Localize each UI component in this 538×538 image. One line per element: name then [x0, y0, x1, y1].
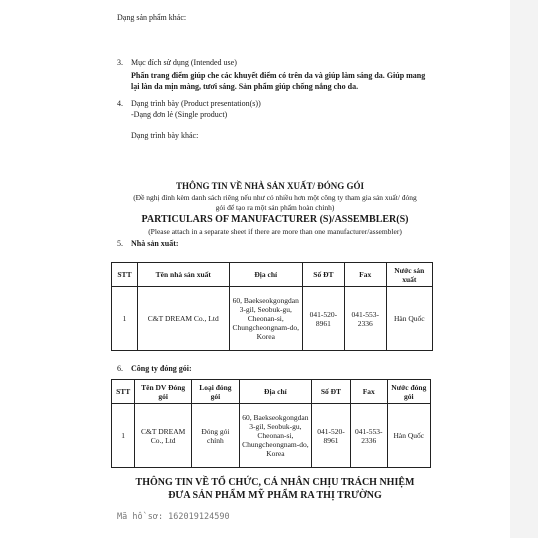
manufacturer-note-en: (Please attach in a separate sheet if there are more than one manufacturer/assembler): [148, 227, 402, 236]
manufacturer-title-vi: THÔNG TIN VỀ NHÀ SẢN XUẤT/ ĐÓNG GÓI: [176, 181, 364, 191]
header-address: Địa chỉ: [239, 380, 311, 404]
header-phone: Số ĐT: [312, 380, 351, 404]
item3-text-line2: lại làn da mịn màng, tươi sáng. Sản phẩm giúp chống nắng cho da.: [131, 82, 359, 91]
cell-stt: 1: [112, 287, 138, 351]
cell-country: Hàn Quốc: [387, 404, 430, 468]
cell-country: Hàn Quốc: [386, 287, 432, 351]
header-stt: STT: [112, 263, 138, 287]
header-phone: Số ĐT: [302, 263, 344, 287]
item3-text-line1: Phấn trang điểm giúp che các khuyết điểm có trên da và giúp làm sáng da. Giúp mang: [131, 71, 426, 80]
manufacturer-table: [111, 262, 433, 351]
cell-fax: 041-553-2336: [344, 287, 386, 351]
header-fax: Fax: [344, 263, 386, 287]
manufacturer-note-vi-1: (Đề nghị đính kèm danh sách riêng nếu như có nhiều hơn một công ty tham gia sản xuất/ đóng: [133, 193, 417, 202]
item4-value: -Dạng đơn lẻ (Single product): [131, 110, 228, 119]
cell-packager-name: C&T DREAM Co., Ltd: [135, 404, 192, 468]
manufacturer-note-vi-2: gói để tạo ra một sản phẩm hoàn chỉnh): [215, 203, 335, 212]
item4-number: 4.: [117, 99, 123, 108]
item3-label: Mục đích sử dụng (Intended use): [131, 58, 237, 67]
item3-number: 3.: [117, 58, 123, 67]
packager-table: [111, 379, 431, 468]
header-packaging-type: Loại đóng gói: [192, 380, 240, 404]
header-packager-name: Tên DV Đóng gói: [135, 380, 192, 404]
responsible-title-line2: ĐƯA SẢN PHẨM MỸ PHẨM RA THỊ TRƯỜNG: [168, 490, 382, 501]
responsible-title-line1: THÔNG TIN VỀ TỔ CHỨC, CÁ NHÂN CHỊU TRÁCH NHIỆM: [135, 477, 415, 488]
item4-label: Dạng trình bày (Product presentation(s)): [131, 99, 261, 108]
cell-fax: 041-553-2336: [350, 404, 387, 468]
cell-manufacturer-name: C&T DREAM Co., Ltd: [137, 287, 229, 351]
header-country: Nước đóng gói: [387, 380, 430, 404]
other-product-label: Dạng sản phẩm khác:: [117, 13, 187, 22]
cell-stt: 1: [112, 404, 135, 468]
cell-address: 60, Baekseokgongdan 3-gil, Seobuk-gu, Cheonan-si, Chungcheongnam-do, Korea: [229, 287, 302, 351]
item5-number: 5.: [117, 239, 123, 248]
item6-number: 6.: [117, 364, 123, 373]
header-address: Địa chỉ: [229, 263, 302, 287]
cell-address: 60, Baekseokgongdan 3-gil, Seobuk-gu, Cheonan-si, Chungcheongnam-do, Korea: [239, 404, 311, 468]
header-fax: Fax: [350, 380, 387, 404]
cell-packaging-type: Đóng gói chính: [192, 404, 240, 468]
item5-label: Nhà sản xuất:: [131, 239, 179, 248]
cell-phone: 041-520-8961: [312, 404, 351, 468]
header-country: Nước sản xuất: [386, 263, 432, 287]
file-code: Mã hồ sơ: 162019124590: [117, 512, 230, 522]
header-stt: STT: [112, 380, 135, 404]
table-row: [112, 404, 431, 468]
item6-label: Công ty đóng gói:: [131, 364, 192, 373]
other-presentation-label: Dạng trình bày khác:: [131, 131, 199, 140]
table-row: [112, 287, 433, 351]
header-manufacturer-name: Tên nhà sản xuất: [137, 263, 229, 287]
cell-phone: 041-520-8961: [302, 287, 344, 351]
manufacturer-title-en: PARTICULARS OF MANUFACTURER (S)/ASSEMBLER(S): [141, 214, 409, 225]
page-edge-shadow: [510, 0, 538, 538]
